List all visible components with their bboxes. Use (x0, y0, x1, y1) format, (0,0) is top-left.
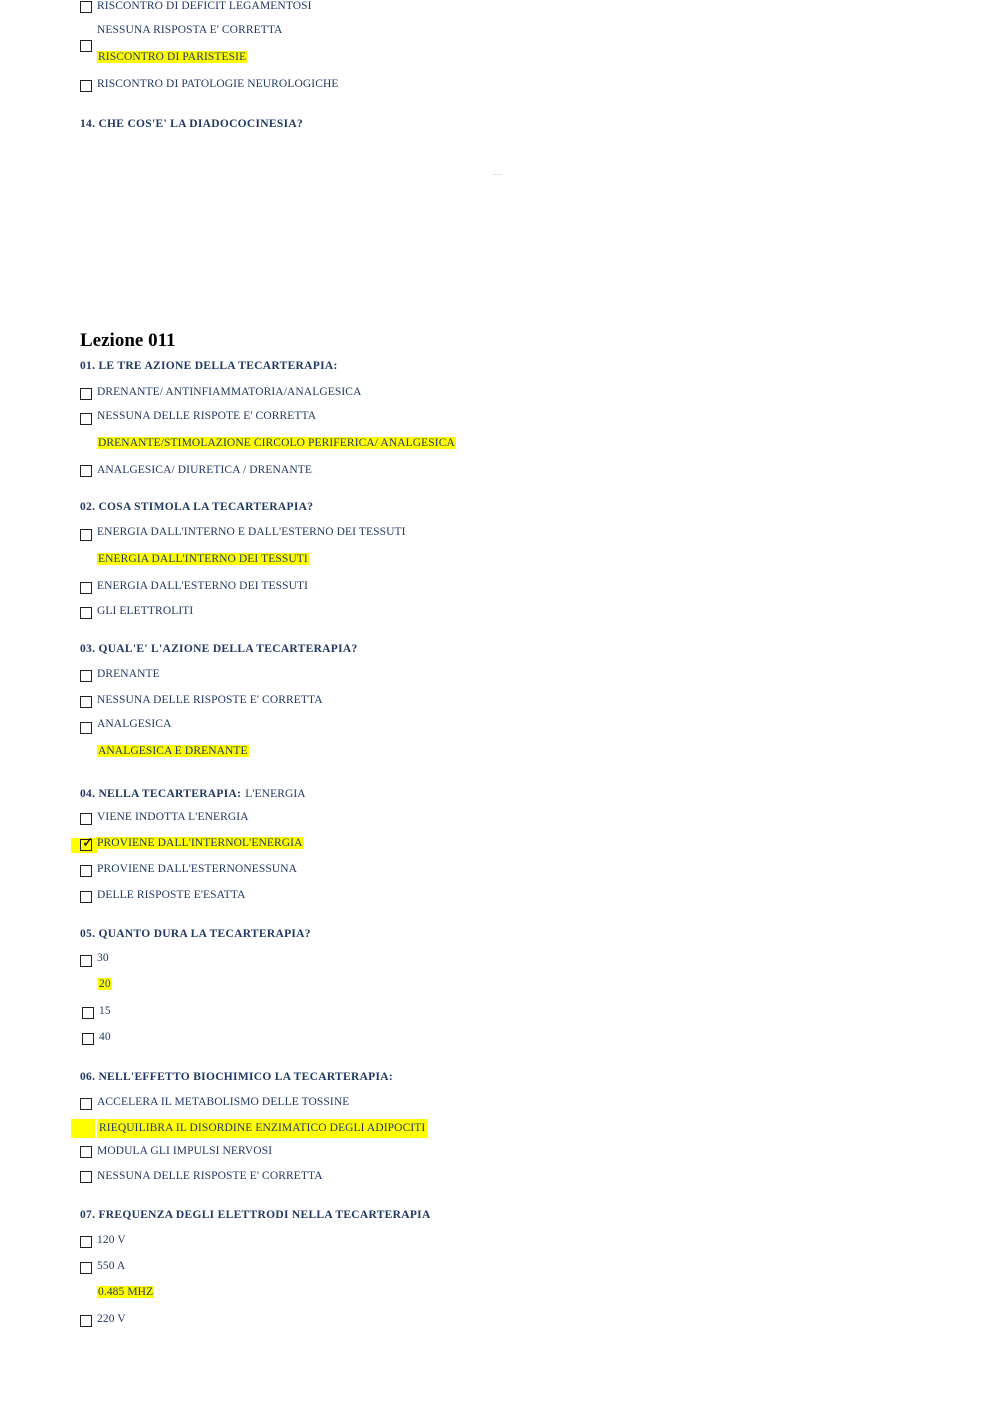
question-03: 03. QUAL'E' L'AZIONE DELLA TECARTERAPIA? (80, 643, 358, 655)
question-01: 01. LE TRE AZIONE DELLA TECARTERAPIA: (80, 360, 338, 372)
option-text: ENERGIA DALL'INTERNO E DALL'ESTERNO DEI TESSUTI (97, 526, 406, 538)
option-text-correct (96, 837, 304, 849)
option-text: DRENANTE (97, 668, 160, 680)
checkbox-icon[interactable] (82, 1007, 94, 1019)
question-04-text: 04. NELLA TECARTERAPIA: (80, 788, 242, 800)
checkbox-icon[interactable] (80, 465, 92, 477)
highlighted-answer: 20 (99, 978, 111, 990)
checkbox-icon[interactable] (80, 865, 92, 877)
option-text: 120 V (97, 1234, 126, 1246)
question-06: 06. NELL'EFFETTO BIOCHIMICO LA TECARTERAPIA: (80, 1071, 394, 1083)
question-07: 07. FREQUENZA DEGLI ELETTRODI NELLA TECARTERAPIA (80, 1209, 431, 1221)
checkbox-icon[interactable] (80, 1098, 92, 1110)
checkbox-icon[interactable] (80, 1236, 92, 1248)
checkbox-icon[interactable] (82, 1033, 94, 1045)
checkbox-icon[interactable] (80, 955, 92, 967)
question-02: 02. COSA STIMOLA LA TECARTERAPIA? (80, 501, 314, 513)
checkbox-icon[interactable] (80, 1, 92, 13)
checkbox-icon[interactable] (80, 413, 92, 425)
checkbox-icon[interactable] (80, 722, 92, 734)
option-text-correct (98, 978, 112, 990)
highlighted-answer: ANALGESICA E DRENANTE (98, 745, 248, 757)
option-text: ENERGIA DALL'ESTERNO DEI TESSUTI (97, 580, 309, 592)
question-04-tail: L'ENERGIA (245, 788, 306, 800)
checkbox-icon[interactable] (80, 813, 92, 825)
option-text: MODULA GLI IMPULSI NERVOSI (97, 1145, 273, 1157)
option-text: 220 V (97, 1313, 126, 1325)
option-text-correct (97, 437, 456, 449)
option-text: PROVIENE DALL'ESTERNONESSUNA (97, 863, 298, 875)
option-text: 40 (99, 1031, 111, 1043)
option-text: RISCONTRO DI DEFICIT LEGAMENTOSI (97, 0, 312, 12)
checkmark-icon: ✓ (82, 836, 94, 851)
checkbox-icon[interactable] (80, 1146, 92, 1158)
checkbox-icon[interactable] (80, 607, 92, 619)
checkbox-icon[interactable] (80, 40, 92, 52)
option-text: 550 A (97, 1260, 126, 1272)
option-text: DRENANTE/ ANTINFIAMMATORIA/ANALGESICA (97, 386, 362, 398)
option-text: GLI ELETTROLITI (97, 605, 194, 617)
option-text: NESSUNA DELLE RISPOTE E' CORRETTA (97, 410, 317, 422)
option-text: RISCONTRO DI PATOLOGIE NEUROLOGICHE (97, 78, 339, 90)
option-text: 30 (97, 952, 109, 964)
option-text: NESSUNA DELLE RISPOSTE E' CORRETTA (97, 694, 323, 706)
checkbox-icon[interactable] (80, 1262, 92, 1274)
checkbox-icon[interactable] (80, 1315, 92, 1327)
highlight-marker (71, 1119, 95, 1138)
checkbox-icon[interactable] (80, 696, 92, 708)
option-text: NESSUNA RISPOSTA E' CORRETTA (97, 24, 283, 36)
option-text: 15 (99, 1005, 111, 1017)
option-text: ANALGESICA/ DIURETICA / DRENANTE (97, 464, 312, 476)
page-footer-dots: ...... (493, 171, 502, 177)
checkbox-icon[interactable] (80, 1171, 92, 1183)
highlighted-answer: ENERGIA DALL'INTERNO DEI TESSUTI (98, 553, 308, 565)
option-text-correct (97, 745, 249, 757)
checkbox-icon[interactable] (80, 80, 92, 92)
checkbox-icon[interactable] (80, 388, 92, 400)
option-text-correct (97, 553, 309, 565)
option-text: DELLE RISPOSTE E'ESATTA (97, 889, 246, 901)
option-text-correct: RIEQUILIBRA IL DISORDINE ENZIMATICO DEGLI ADIPOCITI (99, 1122, 426, 1134)
highlighted-answer: PROVIENE DALL'INTERNOL'ENERGIA (97, 837, 303, 849)
option-text: NESSUNA DELLE RISPOSTE E' CORRETTA (97, 1170, 323, 1182)
highlighted-answer: RISCONTRO DI PARISTESIE (98, 51, 247, 63)
question-04 (80, 784, 306, 802)
question-05: 05. QUANTO DURA LA TECARTERAPIA? (80, 928, 311, 940)
question-14: 14. CHE COS'E' LA DIADOCOCINESIA? (80, 118, 304, 130)
option-text: VIENE INDOTTA L'ENERGIA (97, 811, 249, 823)
lesson-title: Lezione 011 (80, 330, 176, 351)
option-text-correct (97, 51, 247, 63)
option-text-correct (97, 1286, 154, 1298)
option-text: ANALGESICA (97, 718, 172, 730)
highlighted-answer: 0.485 MHZ (98, 1286, 154, 1298)
checkbox-icon[interactable] (80, 582, 92, 594)
highlighted-answer: DRENANTE/STIMOLAZIONE CIRCOLO PERIFERICA/ ANALGESICA (98, 437, 455, 449)
option-text: ACCELERA IL METABOLISMO DELLE TOSSINE (97, 1096, 350, 1108)
checkbox-icon[interactable] (80, 529, 92, 541)
checkbox-icon[interactable] (80, 891, 92, 903)
checkbox-icon[interactable] (80, 670, 92, 682)
